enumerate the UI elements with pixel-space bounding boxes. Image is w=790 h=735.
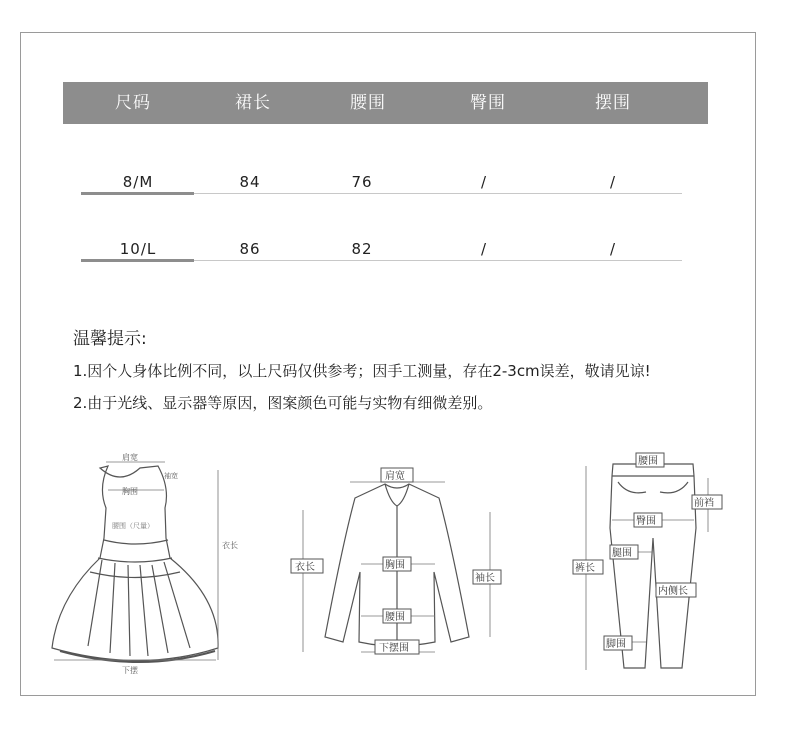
header-size: 尺码 <box>115 93 151 113</box>
pants-diagram <box>568 448 728 678</box>
shirt-label-waist: 腰围 <box>385 612 405 623</box>
dress-label-shoulder: 肩宽 <box>122 453 138 462</box>
cell-waist: 82 <box>351 240 373 258</box>
pants-label-length: 裤长 <box>575 563 595 574</box>
shirt-label-sleeve: 袖长 <box>475 573 495 584</box>
tip-line-2: 2.由于光线、显示器等原因，图案颜色可能与实物有细微差别。 <box>73 394 493 412</box>
tips-title: 温馨提示: <box>73 329 147 349</box>
pants-label-thigh: 腿围 <box>612 548 632 559</box>
pants-label-inseam: 内侧长 <box>658 586 688 597</box>
shirt-label-chest: 胸围 <box>385 560 405 571</box>
table-row <box>0 237 790 267</box>
dress-label-waist: 腰围（尺量） <box>112 522 154 530</box>
pants-label-foot: 脚围 <box>606 639 626 650</box>
cell-hem: / <box>609 173 617 191</box>
cell-hip: / <box>480 173 488 191</box>
cell-size: 10/L <box>119 240 157 258</box>
dress-diagram <box>40 448 240 678</box>
dress-label-length: 衣长 <box>222 541 238 550</box>
row-underline-accent <box>81 192 194 195</box>
dress-label-hem: 下摆 <box>122 666 138 675</box>
cell-skirt-length: 84 <box>239 173 261 191</box>
cell-size: 8/M <box>122 173 154 191</box>
row-underline <box>194 260 682 261</box>
header-waist: 腰围 <box>350 93 386 113</box>
dress-label-armhole: 袖宽 <box>164 472 178 480</box>
cell-waist: 76 <box>351 173 373 191</box>
cell-hem: / <box>609 240 617 258</box>
pants-label-waist: 腰围 <box>638 456 658 467</box>
shirt-label-shoulder: 肩宽 <box>385 471 405 482</box>
pants-label-hip: 臀围 <box>636 516 656 527</box>
tip-line-1: 1.因个人身体比例不同，以上尺码仅供参考；因手工测量，存在2-3cm误差，敬请见谅! <box>73 362 651 380</box>
size-table-header <box>63 82 708 124</box>
cell-hip: / <box>480 240 488 258</box>
shirt-label-hem: 下摆围 <box>379 643 409 654</box>
row-underline <box>194 193 682 194</box>
cell-skirt-length: 86 <box>239 240 261 258</box>
shirt-diagram <box>285 462 515 662</box>
dress-label-chest: 胸围 <box>122 487 138 496</box>
header-hip: 臀围 <box>470 93 506 113</box>
table-row <box>0 170 790 200</box>
pants-label-rise: 前裆 <box>694 498 714 509</box>
header-hem: 摆围 <box>595 93 631 113</box>
row-underline-accent <box>81 259 194 262</box>
header-skirt-length: 裙长 <box>235 93 271 113</box>
shirt-label-length: 衣长 <box>295 562 315 573</box>
